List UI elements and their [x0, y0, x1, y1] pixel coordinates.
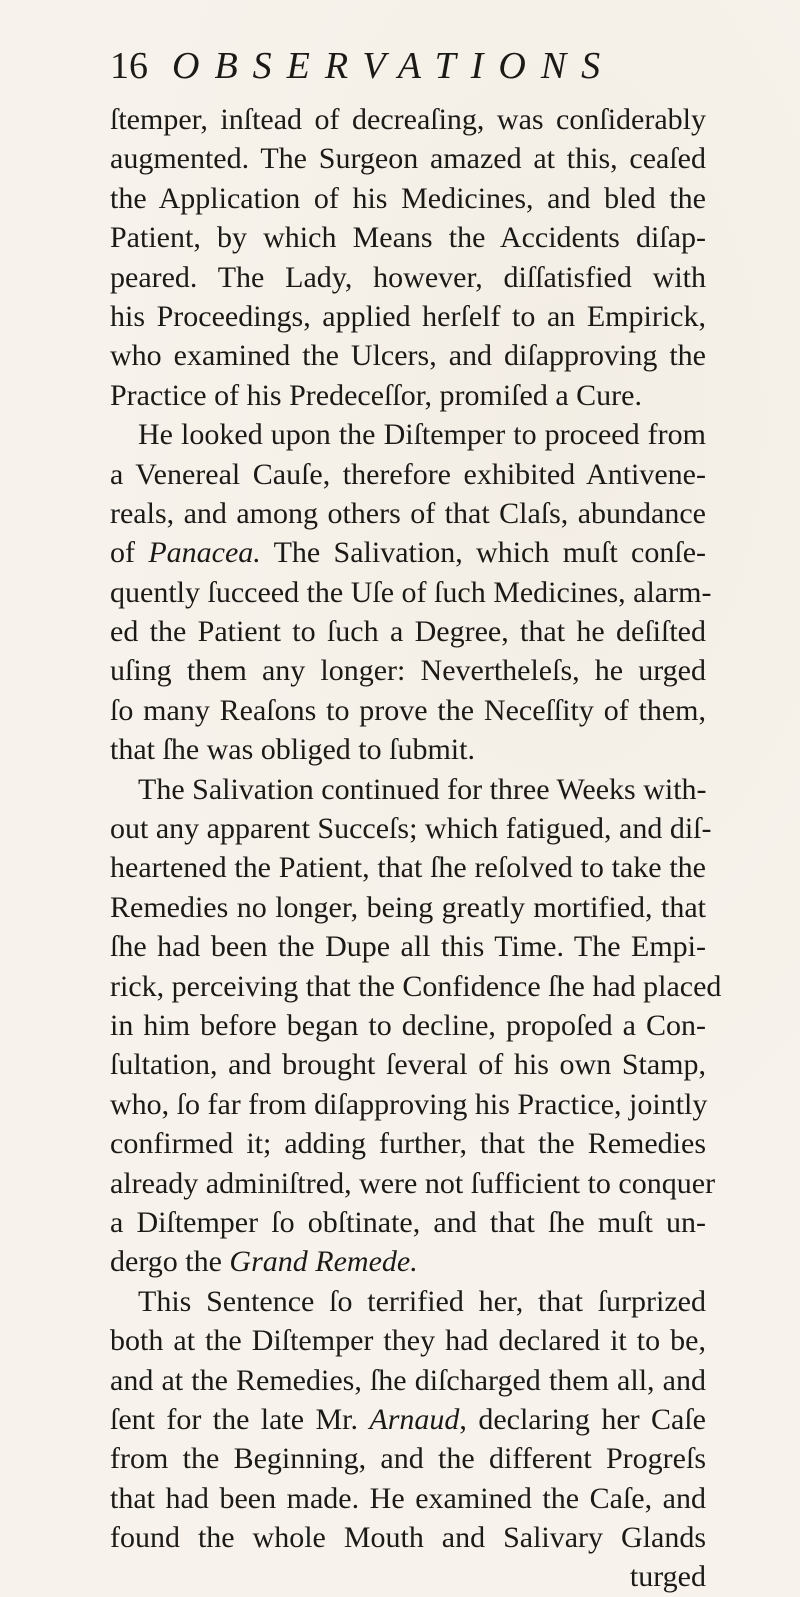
text-line: dergo the Grand Remede. [110, 1245, 418, 1279]
text-line: out any apparent Succeſs; which fatigued, and diſ- [110, 812, 712, 846]
running-head [110, 44, 690, 94]
page-number: 16 [110, 45, 148, 87]
text-line: ſtemper, inſtead of decreaſing, was conſiderably [110, 103, 706, 136]
italic-phrase: Arnaud [369, 1402, 460, 1436]
text-line: turged [629, 1560, 706, 1594]
text-line: This Sentence ſo terrified her, that ſurprized [138, 1284, 706, 1318]
italic-phrase: Panacea. [148, 536, 261, 570]
text-line: ed the Patient to ſuch a Degree, that he deſiſted [110, 615, 706, 649]
text-line: heartened the Patient, that ſhe reſolved to take the [110, 851, 706, 885]
text-line: from the Beginning, and the different Progreſs [110, 1442, 706, 1476]
text-line: uſing them any longer: Nevertheleſs, he urged [110, 654, 706, 688]
text-line: who examined the Ulcers, and diſapproving the [110, 339, 706, 373]
text-line: ſent for the late Mr. Arnaud, declaring her Caſe [110, 1402, 706, 1436]
text-line: augmented. The Surgeon amazed at this, ceaſed [110, 142, 706, 176]
text-line: that ſhe was obliged to ſubmit. [110, 733, 475, 767]
text-line: Practice of his Predeceſſor, promiſed a Cure. [110, 378, 642, 412]
text-line: The Salivation continued for three Weeks with- [138, 772, 707, 806]
text-line: ſhe had been the Dupe all this Time. The Empi- [110, 930, 706, 964]
text-line: both at the Diſtemper they had declared it to be, [110, 1324, 706, 1358]
text-line: and at the Remedies, ſhe diſcharged them all, and [110, 1363, 706, 1397]
text-line: in him before began to decline, propoſed a Con- [110, 1008, 706, 1042]
text-line: already adminiſtred, were not ſufficient to conquer [110, 1166, 716, 1200]
running-title: OBSERVATIONS [172, 45, 616, 87]
text-line: found the whole Mouth and Salivary Glands [110, 1521, 706, 1555]
text-line: rick, perceiving that the Confidence ſhe had placed [110, 969, 722, 1003]
text-line: peared. The Lady, however, diſſatisfied with [110, 260, 706, 294]
text-line: his Proceedings, applied herſelf to an Empirick, [110, 299, 706, 333]
text-line: quently ſucceed the Uſe of ſuch Medicines, alarm- [110, 575, 712, 609]
text-line: Remedies no longer, being greatly mortified, that [110, 890, 706, 924]
text-line: of Panacea. The Salivation, which muſt conſe- [110, 536, 706, 570]
text-line: ſo many Reaſons to prove the Neceſſity of them, [110, 693, 706, 727]
text-line: reals, and among others of that Claſs, abundance [110, 496, 706, 530]
italic-phrase: Grand Remede. [229, 1245, 418, 1279]
text-line: who, ſo far from diſapproving his Practice, jointly [110, 1087, 708, 1121]
text-line: ſultation, and brought ſeveral of his own Stamp, [110, 1048, 706, 1082]
body-text [110, 100, 722, 1597]
text-line: He looked upon the Diſtemper to proceed from [138, 418, 706, 452]
text-line: that had been made. He examined the Caſe, and [110, 1481, 706, 1515]
text-line: a Venereal Cauſe, therefore exhibited Antivene- [110, 457, 706, 491]
text-line: Patient, by which Means the Accidents diſap- [110, 221, 706, 255]
text-line: the Application of his Medicines, and bled the [110, 181, 706, 215]
text-line: confirmed it; adding further, that the Remedies [110, 1127, 706, 1161]
text-line: a Diſtemper ſo obſtinate, and that ſhe muſt un- [110, 1205, 706, 1239]
